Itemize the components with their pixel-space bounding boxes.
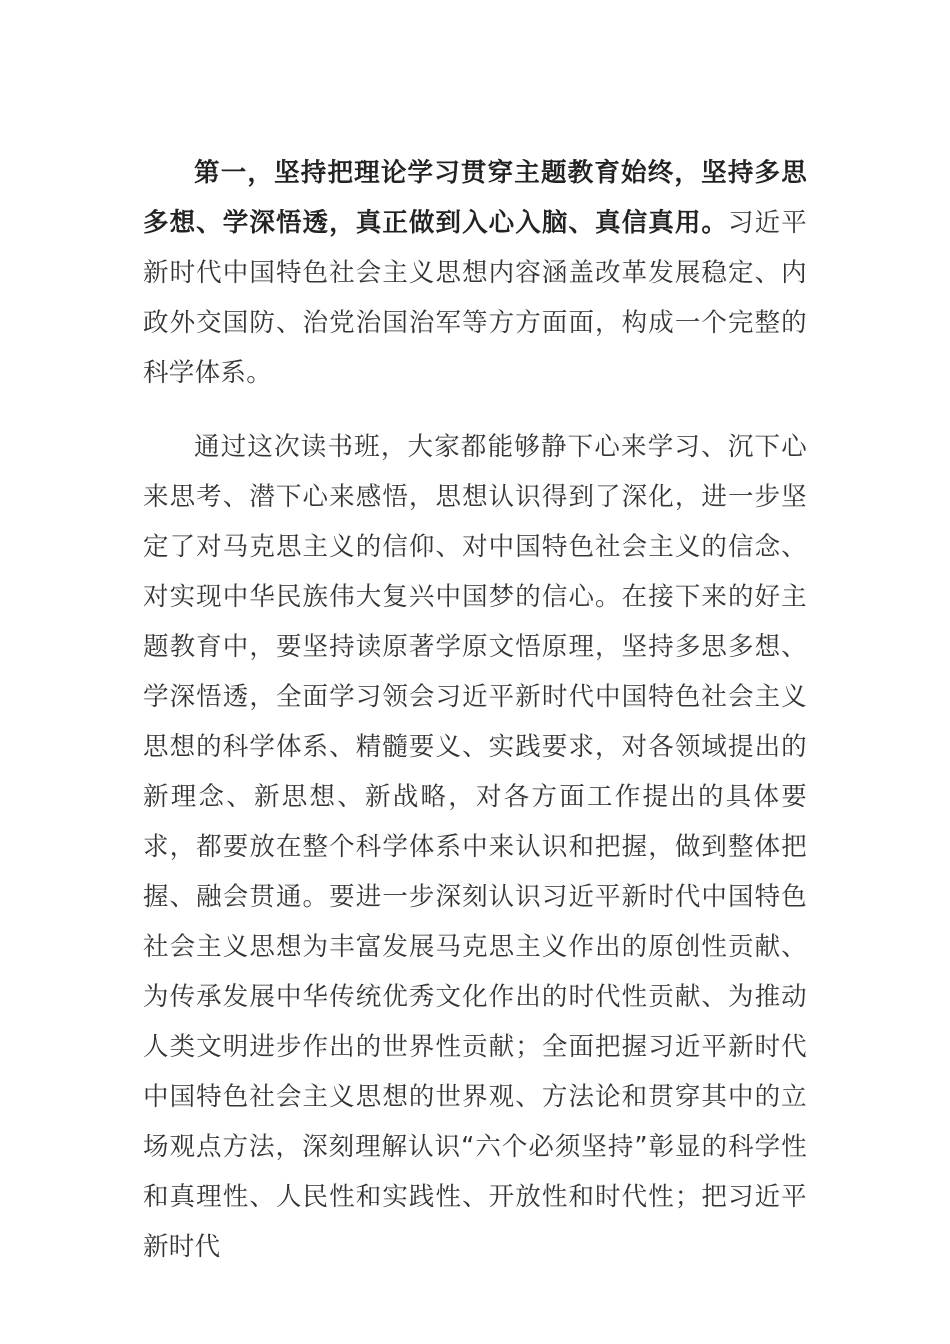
paragraph-1: [143, 148, 807, 398]
paragraph-1-bold-lead: 第一，坚持把理论学习贯穿主题教育始终，坚持多思多想、学深悟透，真正做到入心入脑、真信真用。: [143, 158, 807, 238]
document-body: [143, 148, 807, 1272]
paragraph-2: [143, 422, 807, 1272]
paragraph-1-body: 习近平新时代中国特色社会主义思想内容涵盖改革发展稳定、内政外交国防、治党治国治军等方方面面，构成一个完整的科学体系。: [143, 208, 807, 388]
paragraph-2-body: 通过这次读书班，大家都能够静下心来学习、沉下心来思考、潜下心来感悟，思想认识得到了深化，进一步坚定了对马克思主义的信仰、对中国特色社会主义的信念、对实现中华民族伟大复兴中国梦的信心。在接下来的好主题教育中，要坚持读原著学原文悟原理，坚持多思多想、学深悟透，全面学习领会习近平新时代中国特色社会主义思想的科学体系、精髓要义、实践要求，对各领域提出的新理念、新思想、新战略，对各方面工作提出的具体要求，都要放在整个科学体系中来认识和把握，做到整体把握、融会贯通。要进一步深刻认识习近平新时代中国特色社会主义思想为丰富发展马克思主义作出的原创性贡献、为传承发展中华传统优秀文化作出的时代性贡献、为推动人类文明进步作出的世界性贡献；全面把握习近平新时代中国特色社会主义思想的世界观、方法论和贯穿其中的立场观点方法，深刻理解认识“六个必须坚持”彰显的科学性和真理性、人民性和实践性、开放性和时代性；把习近平新时代: [143, 432, 807, 1262]
